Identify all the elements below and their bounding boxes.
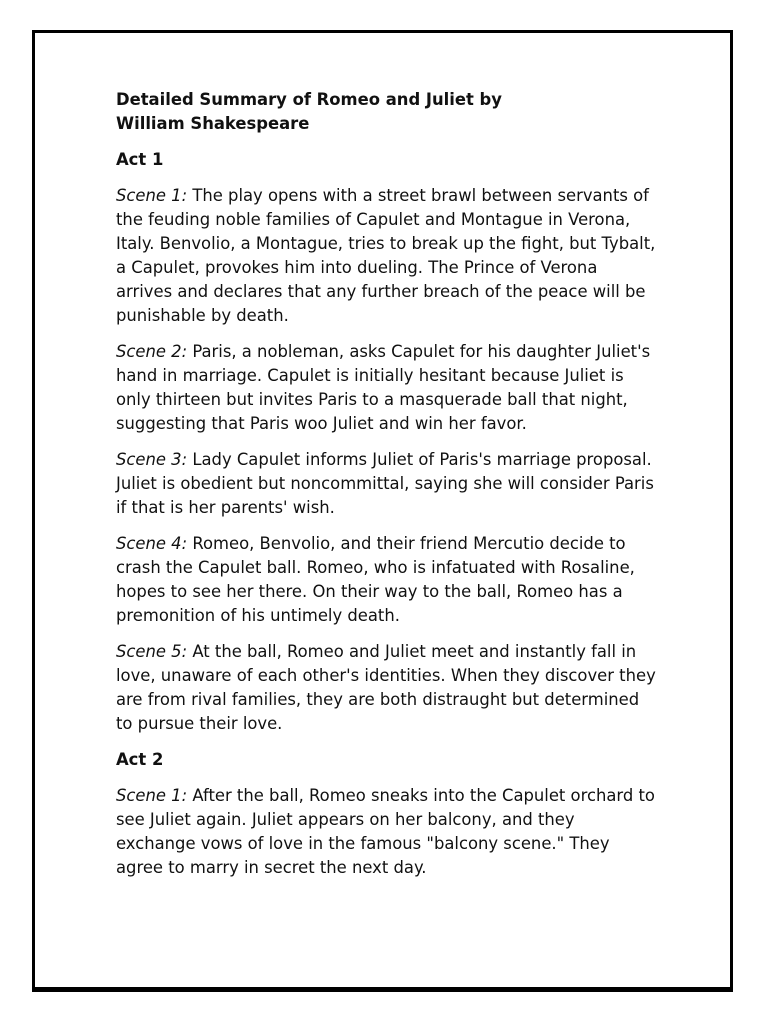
scene-text: After the ball, Romeo sneaks into the Capulet orchard to see Juliet again. Juliet appears on her balcony, and they exchange vows of love in the famous "balcony scene." They agree to marry in secret the next day.: [116, 786, 655, 877]
scene-label: Scene 2:: [116, 342, 188, 361]
scene-text: The play opens with a street brawl between servants of the feuding noble families of Capulet and Montague in Verona, Italy. Benvolio, a Montague, tries to break up the fight, but Tybalt, a Capulet, provokes him into dueling. The Prince of Verona arrives and declares that any further breach of the peace will be punishable by death.: [116, 186, 656, 325]
document-title: Detailed Summary of Romeo and Juliet by William Shakespeare: [116, 90, 502, 133]
page-border-bottom-rule: [32, 990, 733, 992]
scene-label: Scene 1:: [116, 186, 188, 205]
act-1-scene-5: [116, 640, 656, 736]
scene-label: Scene 5:: [116, 642, 188, 661]
act-1-scene-4: [116, 532, 656, 628]
act-1-heading: Act 1: [116, 150, 164, 169]
scene-text: At the ball, Romeo and Juliet meet and instantly fall in love, unaware of each other's identities. When they discover they are from rival families, they are both distraught but determined to pursue their love.: [116, 642, 656, 733]
act-1-scene-3: [116, 448, 656, 520]
act-2-heading: Act 2: [116, 750, 164, 769]
act-1-scene-2: [116, 340, 656, 436]
scene-label: Scene 1:: [116, 786, 188, 805]
scene-label: Scene 3:: [116, 450, 188, 469]
scene-text: Lady Capulet informs Juliet of Paris's marriage proposal. Juliet is obedient but noncommittal, saying she will consider Paris if that is her parents' wish.: [116, 450, 654, 517]
scene-text: Paris, a nobleman, asks Capulet for his daughter Juliet's hand in marriage. Capulet is initially hesitant because Juliet is only thirteen but invites Paris to a masquerade ball that night, suggesting that Paris woo Juliet and win her favor.: [116, 342, 651, 433]
document-body: [116, 88, 656, 892]
scene-text: Romeo, Benvolio, and their friend Mercutio decide to crash the Capulet ball. Romeo, who is infatuated with Rosaline, hopes to see her there. On their way to the ball, Romeo has a premonition of his untimely death.: [116, 534, 635, 625]
act-1-scene-1: [116, 184, 656, 328]
act-2-scene-1: [116, 784, 656, 880]
scene-label: Scene 4:: [116, 534, 188, 553]
